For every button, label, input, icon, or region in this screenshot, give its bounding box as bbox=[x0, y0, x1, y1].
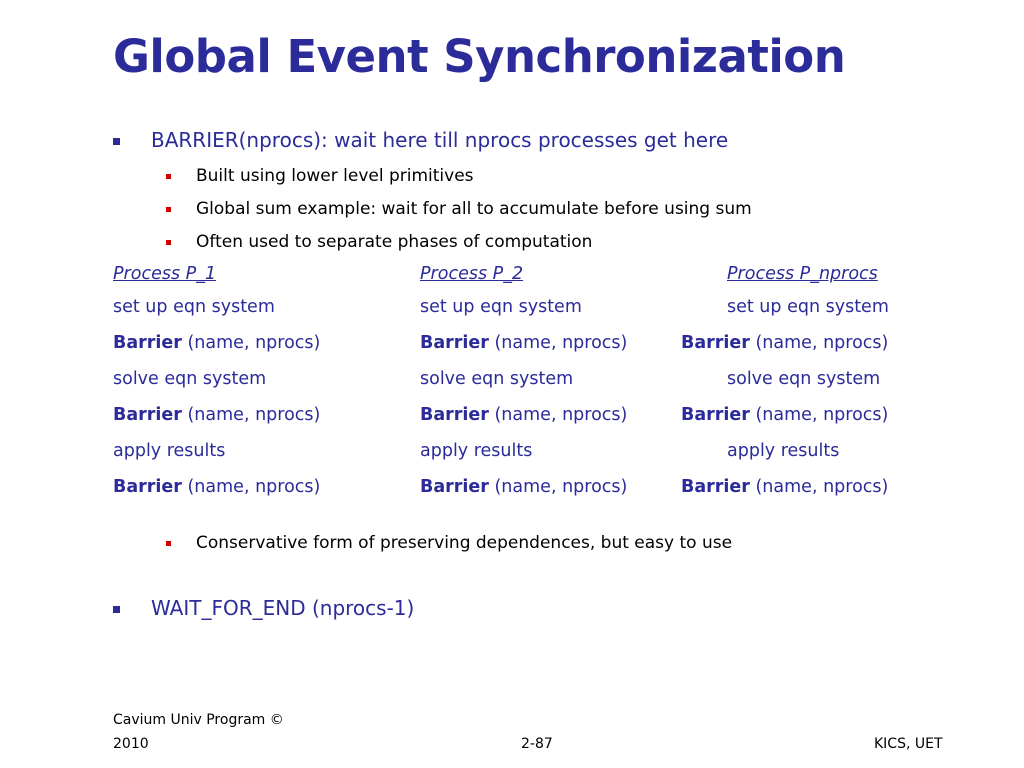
bullet-square-icon bbox=[113, 138, 120, 145]
bullet-text: Often used to separate phases of computation bbox=[196, 232, 593, 252]
bullet-text: BARRIER(nprocs): wait here till nprocs processes get here bbox=[151, 128, 729, 152]
bullet-text: WAIT_FOR_END (nprocs-1) bbox=[151, 596, 415, 620]
bullet-square-icon bbox=[166, 207, 171, 212]
p2-barrier-2: Barrier (name, nprocs) bbox=[420, 405, 628, 425]
footer-page-number: 2-87 bbox=[521, 736, 553, 752]
slide-title: Global Event Synchronization bbox=[113, 30, 846, 83]
footer-organization: KICS, UET bbox=[874, 736, 943, 752]
pn-barrier-2: Barrier (name, nprocs) bbox=[681, 405, 889, 425]
p1-solve: solve eqn system bbox=[113, 369, 267, 389]
p1-barrier-3: Barrier (name, nprocs) bbox=[113, 477, 321, 497]
pn-apply: apply results bbox=[727, 441, 840, 461]
header-process-p2: Process P_2 bbox=[420, 264, 524, 284]
p2-apply: apply results bbox=[420, 441, 533, 461]
bullet-square-icon bbox=[113, 606, 120, 613]
p1-setup: set up eqn system bbox=[113, 297, 275, 317]
pn-barrier-3: Barrier (name, nprocs) bbox=[681, 477, 889, 497]
header-process-pnprocs: Process P_nprocs bbox=[727, 264, 878, 284]
pn-solve: solve eqn system bbox=[727, 369, 881, 389]
p2-setup: set up eqn system bbox=[420, 297, 582, 317]
bullet-square-icon bbox=[166, 541, 171, 546]
bullet-text: Built using lower level primitives bbox=[196, 166, 474, 186]
p1-apply: apply results bbox=[113, 441, 226, 461]
p2-barrier-1: Barrier (name, nprocs) bbox=[420, 333, 628, 353]
footer-copyright-line1: Cavium Univ Program © bbox=[113, 712, 284, 728]
bullet-square-icon bbox=[166, 240, 171, 245]
pn-barrier-1: Barrier (name, nprocs) bbox=[681, 333, 889, 353]
bullet-square-icon bbox=[166, 174, 171, 179]
p1-barrier-1: Barrier (name, nprocs) bbox=[113, 333, 321, 353]
p2-barrier-3: Barrier (name, nprocs) bbox=[420, 477, 628, 497]
bullet-text: Global sum example: wait for all to accumulate before using sum bbox=[196, 199, 752, 219]
pn-setup: set up eqn system bbox=[727, 297, 889, 317]
p2-solve: solve eqn system bbox=[420, 369, 574, 389]
footer-copyright-line2: 2010 bbox=[113, 736, 149, 752]
bullet-text: Conservative form of preserving dependences, but easy to use bbox=[196, 533, 733, 553]
header-process-p1: Process P_1 bbox=[113, 264, 217, 284]
p1-barrier-2: Barrier (name, nprocs) bbox=[113, 405, 321, 425]
